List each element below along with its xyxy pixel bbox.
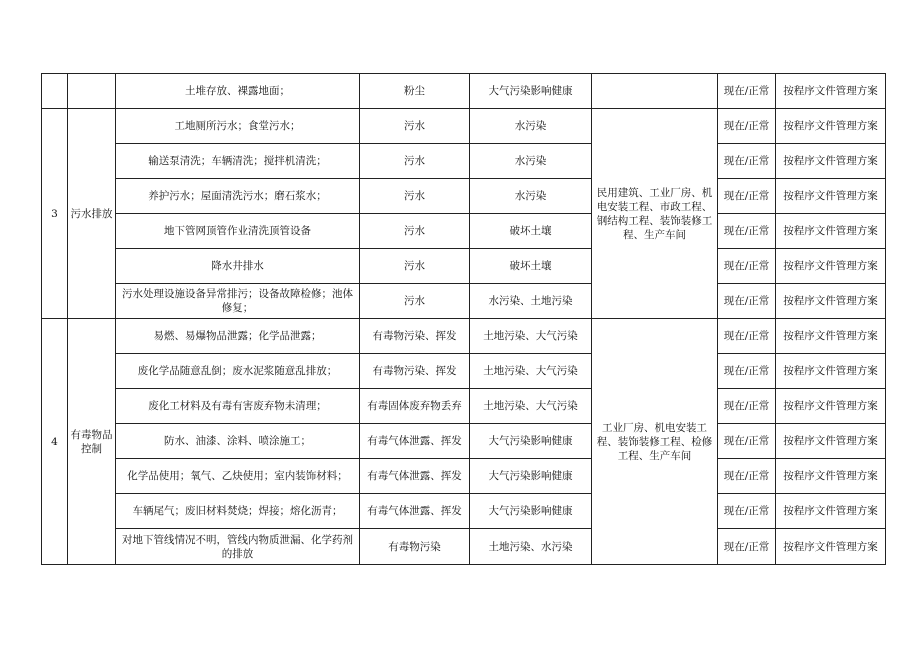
activity-cell: 污水处理设施设备异常排污；设备故障检修；池体修复； [116,284,360,319]
impact-cell: 大气污染影响健康 [470,424,592,459]
factor-cell: 污水 [360,284,470,319]
table-row [42,459,886,494]
state-cell: 现在/正常 [718,424,776,459]
impact-cell: 水污染 [470,179,592,214]
impact-cell: 土地污染、大气污染 [470,319,592,354]
activity-cell: 养护污水；屋面清洗污水；磨石浆水； [116,179,360,214]
activity-cell: 防水、油漆、涂料、喷涂施工； [116,424,360,459]
scope-cell [592,74,718,109]
state-cell: 现在/正常 [718,249,776,284]
factor-cell: 有毒物污染、挥发 [360,319,470,354]
impact-cell: 土地污染、大气污染 [470,354,592,389]
factor-cell: 有毒气体泄露、挥发 [360,494,470,529]
impact-cell: 大气污染影响健康 [470,459,592,494]
table-row [42,109,886,144]
factor-cell: 有毒气体泄露、挥发 [360,459,470,494]
factor-cell: 污水 [360,109,470,144]
state-cell: 现在/正常 [718,109,776,144]
scope-cell: 工业厂房、机电安装工程、装饰装修工程、检修工程、生产车间 [592,319,718,565]
factor-cell: 污水 [360,214,470,249]
no-cell [42,74,68,109]
activity-cell: 废化工材料及有毒有害废弃物未清理； [116,389,360,424]
table-row [42,179,886,214]
factor-cell: 有毒固体废弃物丢弃 [360,389,470,424]
impact-cell: 大气污染影响健康 [470,494,592,529]
factor-cell: 有毒气体泄露、挥发 [360,424,470,459]
table-row [42,284,886,319]
state-cell: 现在/正常 [718,214,776,249]
measure-cell: 按程序文件管理方案 [776,389,886,424]
factor-cell: 污水 [360,249,470,284]
activity-cell: 对地下管线情况不明，管线内物质泄漏、化学药剂的排放 [116,529,360,565]
measure-cell: 按程序文件管理方案 [776,319,886,354]
activity-cell: 化学品使用；氧气、乙炔使用；室内装饰材料； [116,459,360,494]
activity-cell: 土堆存放、裸露地面； [116,74,360,109]
impact-cell: 破坏土壤 [470,214,592,249]
measure-cell: 按程序文件管理方案 [776,144,886,179]
factor-cell: 污水 [360,179,470,214]
table-row [42,319,886,354]
state-cell: 现在/正常 [718,494,776,529]
measure-cell: 按程序文件管理方案 [776,179,886,214]
impact-cell: 水污染 [470,109,592,144]
table-row [42,494,886,529]
measure-cell: 按程序文件管理方案 [776,74,886,109]
factor-cell: 污水 [360,144,470,179]
activity-cell: 降水井排水 [116,249,360,284]
table-row [42,74,886,109]
state-cell: 现在/正常 [718,319,776,354]
state-cell: 现在/正常 [718,144,776,179]
table-row [42,529,886,565]
activity-cell: 废化学品随意乱倒；废水泥浆随意乱排放； [116,354,360,389]
row-number: 3 [42,109,68,319]
measure-cell: 按程序文件管理方案 [776,354,886,389]
state-cell: 现在/正常 [718,354,776,389]
activity-cell: 车辆尾气；废旧材料焚烧；焊接；熔化沥青； [116,494,360,529]
measure-cell: 按程序文件管理方案 [776,459,886,494]
state-cell: 现在/正常 [718,459,776,494]
impact-cell: 土地污染、大气污染 [470,389,592,424]
row-number: 4 [42,319,68,565]
table-row [42,144,886,179]
factor-cell: 有毒物污染、挥发 [360,354,470,389]
measure-cell: 按程序文件管理方案 [776,424,886,459]
factor-cell: 有毒物污染 [360,529,470,565]
measure-cell: 按程序文件管理方案 [776,249,886,284]
activity-cell: 输送泵清洗；车辆清洗；搅拌机清洗； [116,144,360,179]
table-row [42,424,886,459]
state-cell: 现在/正常 [718,529,776,565]
factor-cell: 粉尘 [360,74,470,109]
state-cell: 现在/正常 [718,74,776,109]
measure-cell: 按程序文件管理方案 [776,494,886,529]
measure-cell: 按程序文件管理方案 [776,529,886,565]
environment-factor-table [41,73,886,565]
impact-cell: 大气污染影响健康 [470,74,592,109]
table-row [42,249,886,284]
category-cell [68,74,116,109]
category-label: 污水排放 [68,109,116,319]
activity-cell: 易燃、易爆物品泄露；化学品泄露； [116,319,360,354]
state-cell: 现在/正常 [718,389,776,424]
impact-cell: 破坏土壤 [470,249,592,284]
measure-cell: 按程序文件管理方案 [776,284,886,319]
impact-cell: 水污染、土地污染 [470,284,592,319]
measure-cell: 按程序文件管理方案 [776,214,886,249]
scope-cell: 民用建筑、工业厂房、机电安装工程、市政工程、钢结构工程、装饰装修工程、生产车间 [592,109,718,319]
activity-cell: 工地厕所污水；食堂污水； [116,109,360,144]
activity-cell: 地下管网顶管作业清洗顶管设备 [116,214,360,249]
impact-cell: 水污染 [470,144,592,179]
table-row [42,214,886,249]
state-cell: 现在/正常 [718,284,776,319]
state-cell: 现在/正常 [718,179,776,214]
table-row [42,354,886,389]
category-label: 有毒物品控制 [68,319,116,565]
impact-cell: 土地污染、水污染 [470,529,592,565]
table-row [42,389,886,424]
measure-cell: 按程序文件管理方案 [776,109,886,144]
